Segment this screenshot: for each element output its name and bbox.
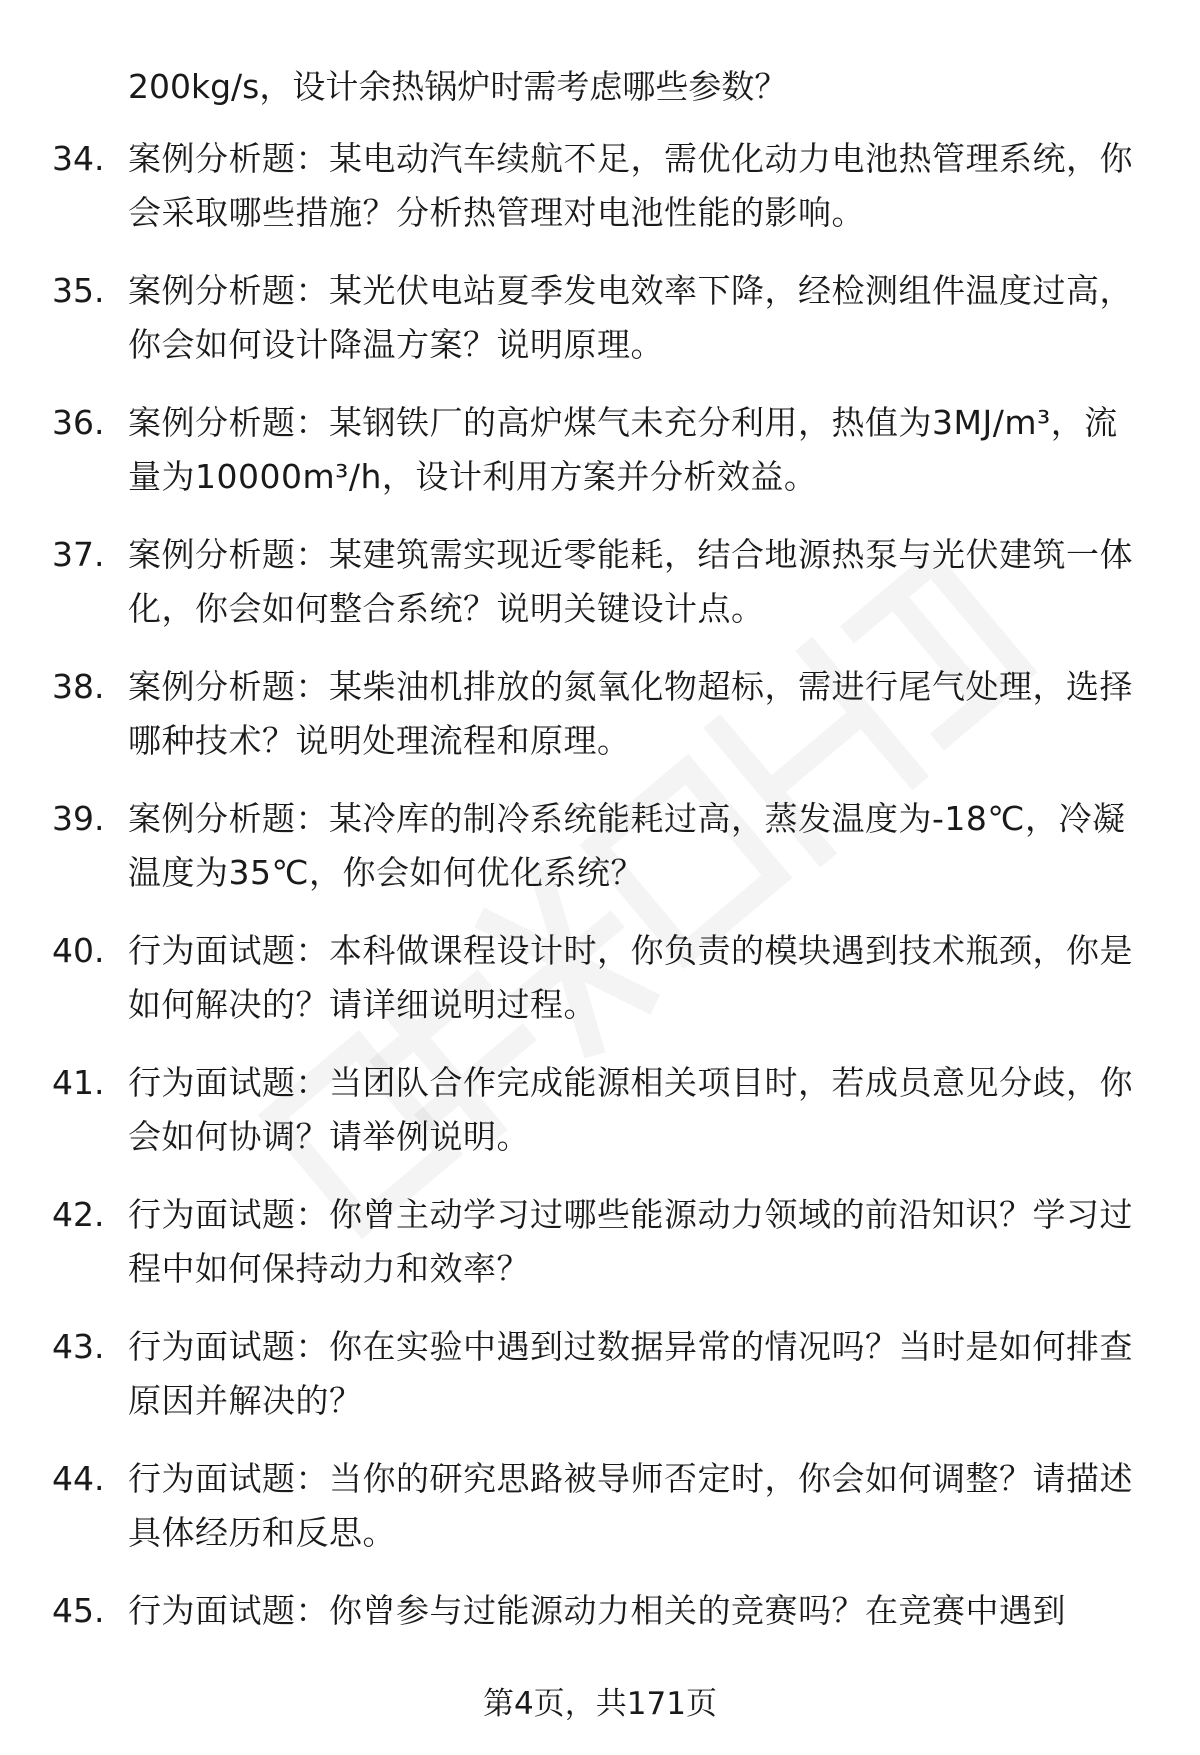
question-number: 42. xyxy=(52,1195,105,1234)
question-number: 43. xyxy=(52,1327,105,1366)
question-number: 36. xyxy=(52,403,105,442)
question-number: 45. xyxy=(52,1591,105,1630)
question-text: 行为面试题：你在实验中遇到过数据异常的情况吗？当时是如何排查原因并解决的？ xyxy=(128,1327,1133,1420)
question-text: 案例分析题：某冷库的制冷系统能耗过高，蒸发温度为-18℃，冷凝温度为35℃，你会如何优化系统？ xyxy=(128,799,1126,892)
question-number: 44. xyxy=(52,1459,105,1498)
continuation-text: 200kg/s，设计余热锅炉时需考虑哪些参数？ xyxy=(128,67,788,106)
question-text: 行为面试题：你曾参与过能源动力相关的竞赛吗？在竞赛中遇到 xyxy=(128,1591,1066,1630)
question-number: 38. xyxy=(52,667,105,706)
question-text: 案例分析题：某光伏电站夏季发电效率下降，经检测组件温度过高，你会如何设计降温方案？说明原理。 xyxy=(128,271,1133,364)
page-footer: 第4页，共171页 xyxy=(483,1686,717,1722)
question-number: 39. xyxy=(52,799,105,838)
question-text: 案例分析题：某建筑需实现近零能耗，结合地源热泵与光伏建筑一体化，你会如何整合系统？说明关键设计点。 xyxy=(128,535,1133,628)
question-number: 41. xyxy=(52,1063,105,1102)
question-text: 行为面试题：你曾主动学习过哪些能源动力领域的前沿知识？学习过程中如何保持动力和效率？ xyxy=(128,1195,1133,1288)
question-text: 案例分析题：某钢铁厂的高炉煤气未充分利用，热值为3MJ/m³，流量为10000m³/h，设计利用方案并分析效益。 xyxy=(128,403,1118,496)
question-number: 40. xyxy=(52,931,105,970)
question-text: 案例分析题：某电动汽车续航不足，需优化动力电池热管理系统，你会采取哪些措施？分析热管理对电池性能的影响。 xyxy=(128,139,1133,232)
question-text: 行为面试题：当你的研究思路被导师否定时，你会如何调整？请描述具体经历和反思。 xyxy=(128,1459,1133,1552)
question-number: 37. xyxy=(52,535,105,574)
question-number: 35. xyxy=(52,271,105,310)
question-number: 34. xyxy=(52,139,105,178)
question-text: 案例分析题：某柴油机排放的氮氧化物超标，需进行尾气处理，选择哪种技术？说明处理流程和原理。 xyxy=(128,667,1133,760)
question-text: 行为面试题：本科做课程设计时，你负责的模块遇到技术瓶颈，你是如何解决的？请详细说明过程。 xyxy=(128,931,1133,1024)
question-text: 行为面试题：当团队合作完成能源相关项目时，若成员意见分歧，你会如何协调？请举例说明。 xyxy=(128,1063,1133,1156)
